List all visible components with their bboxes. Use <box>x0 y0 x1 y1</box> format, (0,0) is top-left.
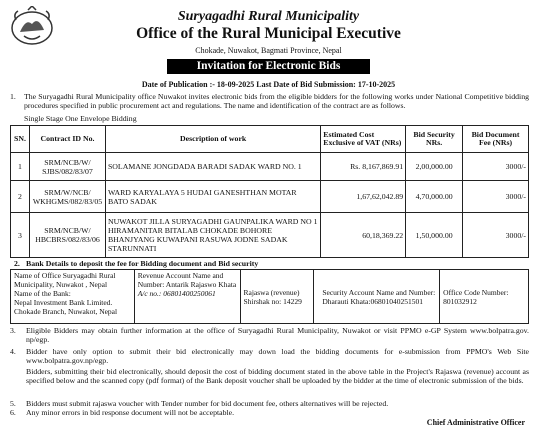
office-name: Office of the Rural Municipal Executive <box>136 25 401 42</box>
row-description: WARD KARYALAYA 5 HUDAI GANESHTHAN MOTAR BATO SADAK <box>105 181 320 213</box>
note-text: Bidders must submit rajaswa voucher with Tender number for bid document fee, others alternatives will be rejected. <box>26 399 389 408</box>
row-sn: 3 <box>11 213 30 258</box>
rajaswa-cell: Rajaswa (revenue) Shirshak no: 14229 <box>240 270 314 324</box>
invitation-banner: Invitation for Electronic Bids <box>167 59 370 74</box>
table-row <box>11 181 529 213</box>
bank-label: Name of the Bank: <box>14 289 71 298</box>
note-number: 4. <box>10 347 16 356</box>
row-contract-id: SRM/W/NCB/ WKHGMS/082/83/05 <box>29 181 105 213</box>
office-name-text: Name of Office Suryagadhi Rural Municipality, Nuwakot , Nepal <box>14 271 116 289</box>
office-code-cell: Office Code Number: 801032912 <box>440 270 529 324</box>
col-header-sn: SN. <box>11 126 30 153</box>
bank-office-cell <box>11 270 135 324</box>
table-row <box>11 213 529 258</box>
security-account-cell: Security Account Name and Number: Dharauti Khata:06801040251501 <box>314 270 440 324</box>
municipality-name: Suryagadhi Rural Municipality <box>177 9 360 24</box>
col-header-bid-fee: Bid Document Fee (NRs) <box>463 126 529 153</box>
table-row <box>11 153 529 181</box>
bidding-type: Single Stage One Envelope Bidding <box>24 114 137 123</box>
row-bid-fee: 3000/- <box>463 153 529 181</box>
row-contract-id: SRM/NCB/W/ SJBS/082/83/07 <box>29 153 105 181</box>
publication-dates: Date of Publication :- 18-09-2025 Last Date of Bid Submission: 17-10-2025 <box>141 80 396 89</box>
works-table-header <box>11 126 529 153</box>
bank-heading-number: 2. <box>14 259 20 268</box>
bank-name: Nepal Investment Bank Limited. Chokade Branch, Nuwakot, Nepal <box>14 298 118 316</box>
row-estimated-cost: Rs. 8,167,869.91 <box>321 153 406 181</box>
row-bid-security: 1,50,000.00 <box>406 213 463 258</box>
signature-title: Chief Administrative Officer <box>426 418 525 427</box>
row-bid-fee: 3000/- <box>463 181 529 213</box>
row-estimated-cost: 1,67,62,042.89 <box>321 181 406 213</box>
row-description: NUWAKOT JILLA SURYAGADHI GAUNPALIKA WARD NO 1 HIRAMANITAR BITALAB CHOKADE BOHORE BHANJYANG KUWAPANI RASUWA JODNE SADAK STARUNNATI <box>105 213 320 258</box>
bank-heading: Bank Details to deposit the fee for Bidding document and Bid security <box>26 259 259 268</box>
note-number: 6. <box>10 408 16 417</box>
revenue-account-text: Revenue Account Name and Number: Antarik Rajaswo Khata <box>137 271 237 289</box>
note-number: 3. <box>10 326 16 335</box>
works-table <box>10 125 529 258</box>
row-sn: 2 <box>11 181 30 213</box>
row-description: SOLAMANE JONGDADA BARADI SADAK WARD NO. 1 <box>105 153 320 181</box>
note-text: Any minor errors in bid response document will not be acceptable. <box>26 408 235 417</box>
office-address: Chokade, Nuwakot, Bagmati Province, Nepal <box>195 46 342 55</box>
bank-details-row <box>11 270 529 324</box>
intro-number: 1. <box>10 92 16 101</box>
col-header-contract-id: Contract ID No. <box>29 126 105 153</box>
row-bid-security: 4,70,000.00 <box>406 181 463 213</box>
col-header-estimated-cost: Estimated Cost Exclusive of VAT (NRs) <box>321 126 406 153</box>
row-contract-id: SRM/NCB/W/ HBCBRS/082/83/06 <box>29 213 105 258</box>
row-estimated-cost: 60,18,369.22 <box>321 213 406 258</box>
row-sn: 1 <box>11 153 30 181</box>
account-number: A/c no.: 06801400250061 <box>137 289 216 298</box>
col-header-description: Description of work <box>105 126 320 153</box>
note-text: Bidders, submitting their bid electronically, should deposit the cost of bidding document stated in the above table in the Project's Rajaswa (revenue) account as specified below and the scanned copy (pdf format) of the Bank deposit voucher shall be uploaded by the bidder at the time of electronic submission of the bids. <box>26 367 529 386</box>
note-text: Eligible Bidders may obtain further information at the office of Suryagadhi Rural Municipality, Nuwakot or visit PPMO e-GP System www.bolpatra.gov. np/egp. <box>26 326 529 345</box>
note-text: Bidder have only option to submit their bid electronically may down load the bidding documents for e-submission from PPMO's Web Site www.bolpatra.gov.np/egp. <box>26 347 529 366</box>
note-number: 5. <box>10 399 16 408</box>
bank-details-table <box>10 269 529 324</box>
intro-text: The Suryagadhi Rural Municipality office Nuwakot invites electronic bids from the eligible bidders for the following works under National Competitive bidding procedures specified in public procurement act and regulations. The name and identification of the contract are as follows. <box>24 92 529 111</box>
revenue-account-cell <box>134 270 240 324</box>
col-header-bid-security: Bid Security NRs. <box>406 126 463 153</box>
row-bid-fee: 3000/- <box>463 213 529 258</box>
row-bid-security: 2,00,000.00 <box>406 153 463 181</box>
